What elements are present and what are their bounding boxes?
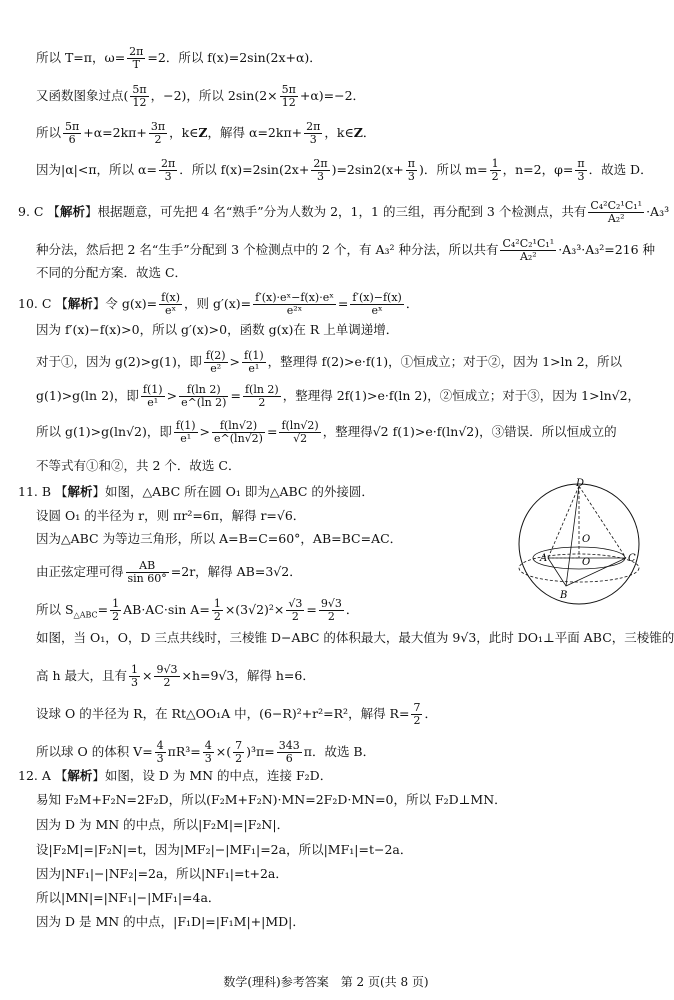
q10-line-5: 所以 g(1)>g(ln√2)，即 $\frac{f(1)}{\text{e¹}}$ > $\frac{f(\ln√2)}{e\^{}(\ln√2)}$ = $\frac{f(\ln√2)}{√2}$ ，整理得√2 f(1)>e·f(ln√2)，③错误．所以恒成立的 (36, 419, 617, 445)
q12-line-4: 设|F₂M|=|F₂N|=t，因为|MF₂|−|MF₁|=2a，所以|MF₁|=t−2a． (36, 842, 413, 857)
text-line-3: 所以 $\frac{5\pi}{6}$ +α=2kπ+ $\frac{3\pi}{2}$ ，k∈Z，解得 α=2kπ+ $\frac{2\pi}{3}$ ，k∈Z． (36, 120, 376, 146)
q10-line-6: 不等式有①和②，共 2 个．故选 C． (36, 458, 241, 473)
q9-line-1: 9. C 【解析】根据题意，可先把 4 名“熟手”分为人数为 2，1，1 的三组，再分配到 3 个检测点，共有 $\frac{\text{C₄²C₂¹C₁¹}}{\text{A₂²}}$ ·A₃³ (18, 199, 670, 225)
q10-line-2: 因为 f′(x)−f(x)>0，所以 g′(x)>0，函数 g(x)在 R 上单调递增． (36, 322, 399, 337)
q11-line-6: 如图，当 O₁，O，D 三点共线时，三棱锥 D−ABC 的体积最大，最大值为 9√3，此时 DO₁⊥平面 ABC，三棱锥的 (36, 630, 674, 645)
q11-line-5: 所以 $S_{\triangle ABC}=$ $\frac{1}{2}$ AB·AC·sin A= $\frac{1}{2}$ ×(3√2)²× $\frac{√3}{2}$ = $\frac{9√3}{2}$ ． (36, 597, 359, 623)
label-C: C (628, 553, 636, 564)
q9-line-2: 种分法，然后把 2 名“生手”分配到 3 个检测点中的 2 个，有 A₃² 种分法，所以共有 $\frac{\text{C₄²C₂¹C₁¹}}{\text{A₂²}}$ ·A₃³·A₃²=216 种 (36, 237, 656, 263)
q10-line-1: 10. C 【解析】令 g(x)= $\frac{f(x)}{\text{eˣ}}$ ，则 g′(x)= $\frac{\text{f′(x)·eˣ−f(x)·eˣ}}{\text{e²ˣ}}$ = $\frac{f'(x)-f(x)}{\text{eˣ}}$ ． (18, 291, 419, 317)
q10-line-3: 对于①，因为 g(2)>g(1)，即 $\frac{f(2)}{\text{e²}}$ > $\frac{f(1)}{\text{e¹}}$ ，整理得 f(2)>e·f(1)，①恒成立；对于②，因为 1>ln 2，所以 (36, 349, 623, 375)
q11-line-1: 11. B 【解析】如图，△ABC 所在圆 O₁ 即为△ABC 的外接圆． (18, 484, 374, 499)
q11-line-4: 由正弦定理可得 $\frac{AB}{\sin 60^\circ}$ =2r，解得 AB=3√2． (36, 559, 302, 585)
q12-line-5: 因为|NF₁|−|NF₂|=2a，所以|NF₁|=t+2a． (36, 866, 288, 881)
q12-line-3: 因为 D 为 MN 的中点，所以|F₂M|=|F₂N|． (36, 817, 290, 832)
label-D: D (576, 478, 585, 489)
q12-line-2: 易知 F₂M+F₂N=2F₂D，所以(F₂M+F₂N)·MN=2F₂D·MN=0，所以 F₂D⊥MN． (36, 792, 507, 807)
label-O1: O (582, 557, 591, 568)
q11-line-3: 因为△ABC 为等边三角形，所以 A=B=C=60°，AB=BC=AC． (36, 531, 403, 546)
text-line-2: 又函数图象过点( $\frac{5\pi}{12}$ ，−2)，所以 2sin(2× $\frac{5\pi}{12}$ +α)=−2． (36, 83, 366, 109)
text-line-4: 因为|α|<π，所以 α= $\frac{2\pi}{3}$ ．所以 f(x)=2sin(2x+ $\frac{2\pi}{3}$ )=2sin2(x+ $\frac{\pi}{3}$ )．所以 m= $\frac{1}{2}$ ，n=2，φ= $\frac{\pi}{3}$ ．故选 D． (36, 157, 653, 183)
q9-line-3: 不同的分配方案．故选 C． (36, 265, 188, 280)
page-footer: 数学(理科)参考答案 第 2 页(共 8 页) (223, 975, 429, 989)
q12-line-7: 因为 D 是 MN 的中点，|F₁D|=|F₁M|+|MD|． (36, 914, 305, 929)
label-A: A (540, 553, 548, 564)
label-O: O (582, 534, 591, 545)
q11-line-9: 所以球 O 的体积 V= $\frac{4}{3}$ πR³= $\frac{4}{3}$ ×( $\frac{7}{2}$ )³π= $\frac{343}{6}$ π．故选 B． (36, 739, 376, 765)
label-B: B (560, 590, 568, 601)
q11-line-7: 高 h 最大，且有 $\frac{1}{3}$ × $\frac{9√3}{2}$ ×h=9√3，解得 h=6． (36, 663, 315, 689)
q12-line-1: 12. A 【解析】如图，设 D 为 MN 的中点，连接 F₂D． (18, 768, 333, 783)
q12-line-6: 所以|MN|=|NF₁|−|MF₁|=4a． (36, 890, 221, 905)
text-line-1: 所以 T=π，ω= $\frac{2\pi}{T}$ =2．所以 f(x)=2sin(2x+α)． (36, 45, 322, 71)
sphere-figure (516, 478, 646, 608)
q10-line-4: g(1)>g(ln 2)，即 $\frac{f(1)}{\text{e¹}}$ > $\frac{f(\ln 2)}{e\^{}(\ln 2)}$ = $\frac{f(\ln 2)}{2}$ ，整理得 2f(1)>e·f(ln 2)，②恒成立；对于③，因为 1>ln√2， (36, 383, 641, 409)
q11-line-8: 设球 O 的半径为 R，在 Rt△OO₁A 中，(6−R)²+r²=R²，解得 R= $\frac{7}{2}$ ． (36, 701, 437, 727)
q11-line-2: 设圆 O₁ 的半径为 r，则 πr²=6π，解得 r=√6． (36, 508, 306, 523)
